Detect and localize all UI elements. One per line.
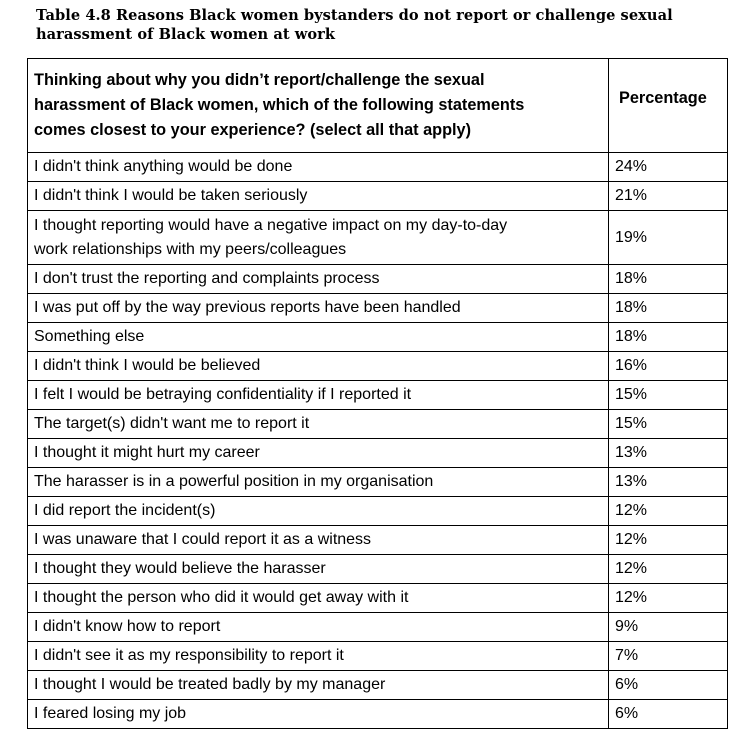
statement-cell: I thought they would believe the harasser — [28, 555, 609, 584]
statement-cell: The harasser is in a powerful position in my organisation — [28, 468, 609, 497]
percentage-cell: 24% — [609, 153, 728, 182]
table-row — [28, 700, 728, 729]
percentage-cell: 12% — [609, 497, 728, 526]
percentage-cell: 16% — [609, 352, 728, 381]
reasons-table — [27, 58, 728, 729]
statement-cell: I was unaware that I could report it as a witness — [28, 526, 609, 555]
table-row — [28, 323, 728, 352]
table-row — [28, 526, 728, 555]
statement-cell: I didn't think I would be believed — [28, 352, 609, 381]
table-row — [28, 153, 728, 182]
percentage-cell: 6% — [609, 700, 728, 729]
table-caption — [36, 6, 748, 44]
statement-cell — [28, 211, 609, 265]
table-row — [28, 671, 728, 700]
statement-cell: I didn't think I would be taken seriously — [28, 182, 609, 211]
statement-cell: Something else — [28, 323, 609, 352]
statement-line-2: work relationships with my peers/colleagues — [34, 240, 347, 258]
percentage-cell: 6% — [609, 671, 728, 700]
percentage-cell: 13% — [609, 468, 728, 497]
percentage-cell: 18% — [609, 265, 728, 294]
percentage-cell: 9% — [609, 613, 728, 642]
statement-cell: I didn't think anything would be done — [28, 153, 609, 182]
percentage-cell: 19% — [609, 211, 728, 265]
statement-cell: I felt I would be betraying confidentiality if I reported it — [28, 381, 609, 410]
statement-cell: I thought I would be treated badly by my manager — [28, 671, 609, 700]
header-percentage: Percentage — [609, 59, 728, 153]
table-header-row — [28, 59, 728, 153]
table-row — [28, 265, 728, 294]
table-row — [28, 642, 728, 671]
table-row — [28, 294, 728, 323]
table-row — [28, 584, 728, 613]
statement-cell: I was put off by the way previous reports have been handled — [28, 294, 609, 323]
table-row — [28, 439, 728, 468]
percentage-cell: 18% — [609, 294, 728, 323]
table-row — [28, 410, 728, 439]
header-question-line-2: harassment of Black women, which of the following statements — [34, 96, 525, 114]
caption-line-2: harassment of Black women at work — [36, 26, 336, 43]
table-row — [28, 182, 728, 211]
table-row — [28, 352, 728, 381]
statement-line-1: I thought reporting would have a negative impact on my day-to-day — [34, 216, 508, 234]
header-question — [28, 59, 609, 153]
table-row — [28, 381, 728, 410]
statement-cell: I thought the person who did it would get away with it — [28, 584, 609, 613]
percentage-cell: 12% — [609, 526, 728, 555]
statement-cell: I thought it might hurt my career — [28, 439, 609, 468]
header-question-line-3: comes closest to your experience? (select all that apply) — [34, 121, 472, 139]
statement-cell: I didn't see it as my responsibility to report it — [28, 642, 609, 671]
percentage-cell: 15% — [609, 410, 728, 439]
header-question-line-1: Thinking about why you didn’t report/challenge the sexual — [34, 71, 485, 89]
percentage-cell: 12% — [609, 584, 728, 613]
table-row — [28, 497, 728, 526]
table-row — [28, 555, 728, 584]
percentage-cell: 15% — [609, 381, 728, 410]
percentage-cell: 12% — [609, 555, 728, 584]
statement-cell: I don't trust the reporting and complaints process — [28, 265, 609, 294]
statement-cell: I did report the incident(s) — [28, 497, 609, 526]
table-row — [28, 613, 728, 642]
statement-cell: I didn't know how to report — [28, 613, 609, 642]
percentage-cell: 7% — [609, 642, 728, 671]
table-row — [28, 468, 728, 497]
statement-cell: I feared losing my job — [28, 700, 609, 729]
caption-line-1: Table 4.8 Reasons Black women bystanders do not report or challenge sexual — [36, 7, 673, 24]
statement-cell: The target(s) didn't want me to report it — [28, 410, 609, 439]
table-row — [28, 211, 728, 265]
percentage-cell: 13% — [609, 439, 728, 468]
percentage-cell: 21% — [609, 182, 728, 211]
percentage-cell: 18% — [609, 323, 728, 352]
